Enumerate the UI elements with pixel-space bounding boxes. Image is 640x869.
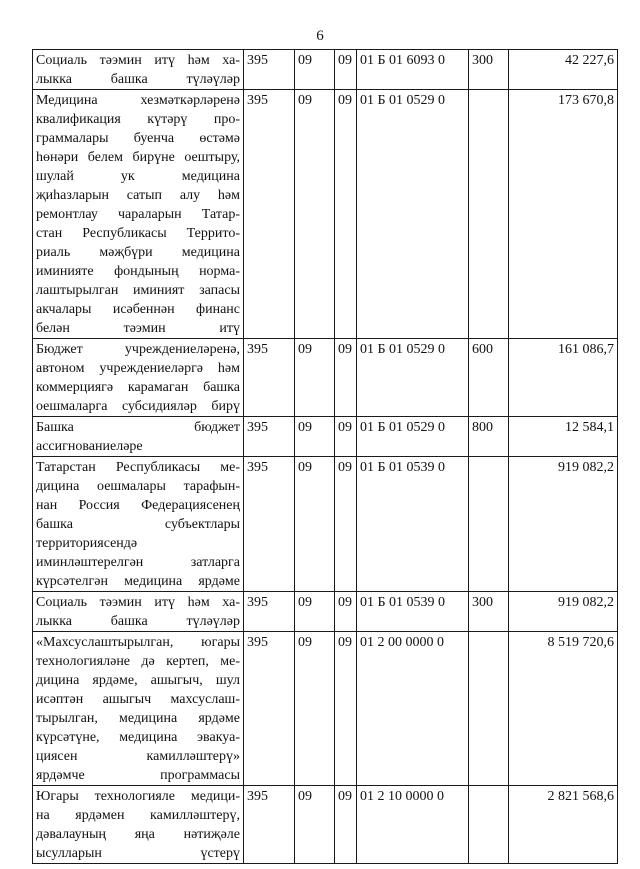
expense-name-line: иминияте фондының норма-: [36, 264, 240, 279]
subsection-code-cell: 09: [335, 457, 357, 592]
expense-name-line: Социаль тәэмин итү һәм ха-: [36, 53, 240, 68]
table-row: [33, 592, 618, 632]
expense-name-cell: [33, 592, 244, 632]
amount-cell: 2 821 568,6: [509, 786, 618, 864]
expense-name-line: башка субъектлары: [36, 517, 240, 532]
amount-cell: 12 584,1: [509, 417, 618, 457]
target-article-cell: 01 Б 01 6093 0: [357, 50, 469, 90]
expense-name-line: оешмаларга субсидияләр бирү: [36, 399, 240, 414]
expense-name-line: Югары технологияле медици-: [36, 789, 240, 804]
expense-name-line: Медицина хезмәткәрләренә: [36, 93, 240, 108]
ministry-code-cell: 395: [244, 592, 295, 632]
table-row: [33, 90, 618, 339]
expense-name-line: тырылган, медицина ярдәме: [36, 711, 240, 726]
expense-name-line: «Махсуслаштырылган, югары: [36, 635, 240, 650]
section-code-cell: 09: [295, 632, 335, 786]
expense-name-line: ярдәмче программасы: [36, 768, 240, 783]
expense-name-line: иминләштерелгән затларга: [36, 555, 240, 570]
target-article-cell: 01 Б 01 0539 0: [357, 457, 469, 592]
expense-type-cell: [469, 90, 509, 339]
expense-name-line: күрсәтүне, медицина эвакуа-: [36, 730, 240, 745]
target-article-cell: 01 Б 01 0529 0: [357, 339, 469, 417]
expense-name-line: шулай ук медицина: [36, 169, 240, 184]
amount-cell: 8 519 720,6: [509, 632, 618, 786]
expense-name-cell: [33, 90, 244, 339]
section-code-cell: 09: [295, 786, 335, 864]
expense-name-line: дицина оешмалары тарафын-: [36, 479, 240, 494]
target-article-cell: 01 Б 01 0539 0: [357, 592, 469, 632]
expense-name-line: Башка бюджет: [36, 420, 240, 435]
expense-name-line: риаль мәҗбүри медицина: [36, 245, 240, 260]
expense-name-cell: [33, 786, 244, 864]
table-body: [33, 50, 618, 864]
subsection-code-cell: 09: [335, 592, 357, 632]
ministry-code-cell: 395: [244, 786, 295, 864]
target-article-cell: 01 Б 01 0529 0: [357, 417, 469, 457]
subsection-code-cell: 09: [335, 417, 357, 457]
expense-name-line: ысулларын үстерү: [36, 846, 240, 861]
expense-type-cell: [469, 457, 509, 592]
table-row: [33, 50, 618, 90]
expense-name-line: лыкка башка түләүләр: [36, 72, 240, 87]
expense-name-line: лыкка башка түләүләр: [36, 614, 240, 629]
expense-name-line: на ярдәмен камилләштерү,: [36, 808, 240, 823]
page-number: 6: [316, 28, 324, 44]
expense-name-line: стан Республикасы Террито-: [36, 226, 240, 241]
expense-type-cell: 800: [469, 417, 509, 457]
section-code-cell: 09: [295, 90, 335, 339]
expense-name-line: белән тәэмин итү: [36, 321, 240, 336]
table-row: [33, 457, 618, 592]
expense-name-line: квалификация күтәрү про-: [36, 112, 240, 127]
ministry-code-cell: 395: [244, 50, 295, 90]
expense-type-cell: 600: [469, 339, 509, 417]
expense-name-line: җиһазларын сатып алу һәм: [36, 188, 240, 203]
subsection-code-cell: 09: [335, 786, 357, 864]
section-code-cell: 09: [295, 592, 335, 632]
expense-name-cell: [33, 339, 244, 417]
expense-name-line: ремонтлау чараларын Татар-: [36, 207, 240, 222]
expense-type-cell: 300: [469, 50, 509, 90]
ministry-code-cell: 395: [244, 339, 295, 417]
table-row: [33, 632, 618, 786]
ministry-code-cell: 395: [244, 90, 295, 339]
amount-cell: 173 670,8: [509, 90, 618, 339]
ministry-code-cell: 395: [244, 417, 295, 457]
expense-type-cell: 300: [469, 592, 509, 632]
expense-name-line: граммалары буенча өстәмә: [36, 131, 240, 146]
table-row: [33, 417, 618, 457]
expense-name-line: циясен камилләштерү»: [36, 749, 240, 764]
expense-name-line: коммерциягә карамаган башка: [36, 380, 240, 395]
expense-name-line: технологияләне дә кертеп, ме-: [36, 654, 240, 669]
expense-name-line: Татарстан Республикасы ме-: [36, 460, 240, 475]
expense-name-line: лаштырылган иминият запасы: [36, 283, 240, 298]
section-code-cell: 09: [295, 417, 335, 457]
amount-cell: 161 086,7: [509, 339, 618, 417]
expense-name-line: ассигнованиеләре: [36, 439, 143, 454]
expense-name-line: нан Россия Федерациясенең: [36, 498, 240, 513]
ministry-code-cell: 395: [244, 632, 295, 786]
amount-cell: 919 082,2: [509, 592, 618, 632]
expense-name-cell: [33, 417, 244, 457]
expense-name-line: күрсәтелгән медицина ярдәме: [36, 574, 240, 589]
expense-name-cell: [33, 457, 244, 592]
expense-type-cell: [469, 632, 509, 786]
target-article-cell: 01 2 00 0000 0: [357, 632, 469, 786]
expense-name-line: исәптән ашыгыч махсуслаш-: [36, 692, 240, 707]
subsection-code-cell: 09: [335, 632, 357, 786]
subsection-code-cell: 09: [335, 339, 357, 417]
expense-name-cell: [33, 50, 244, 90]
table-row: [33, 339, 618, 417]
expense-name-line: дицина ярдәме, ашыгыч, шул: [36, 673, 240, 688]
subsection-code-cell: 09: [335, 50, 357, 90]
subsection-code-cell: 09: [335, 90, 357, 339]
target-article-cell: 01 Б 01 0529 0: [357, 90, 469, 339]
expense-name-line: дәвалауның яңа нәтиҗәле: [36, 827, 240, 842]
target-article-cell: 01 2 10 0000 0: [357, 786, 469, 864]
expense-type-cell: [469, 786, 509, 864]
expense-name-line: автоном учреждениеләргә һәм: [36, 361, 240, 376]
table-row: [33, 786, 618, 864]
expense-name-line: территориясендә: [36, 536, 138, 551]
section-code-cell: 09: [295, 50, 335, 90]
expense-name-line: Социаль тәэмин итү һәм ха-: [36, 595, 240, 610]
budget-table: [32, 49, 618, 864]
section-code-cell: 09: [295, 339, 335, 417]
expense-name-line: һөнәри белем бирүне оештыру,: [36, 150, 240, 165]
ministry-code-cell: 395: [244, 457, 295, 592]
section-code-cell: 09: [295, 457, 335, 592]
expense-name-cell: [33, 632, 244, 786]
amount-cell: 42 227,6: [509, 50, 618, 90]
amount-cell: 919 082,2: [509, 457, 618, 592]
expense-name-line: Бюджет учреждениеләренә,: [36, 342, 240, 357]
expense-name-line: акчалары исәбеннән финанс: [36, 302, 240, 317]
